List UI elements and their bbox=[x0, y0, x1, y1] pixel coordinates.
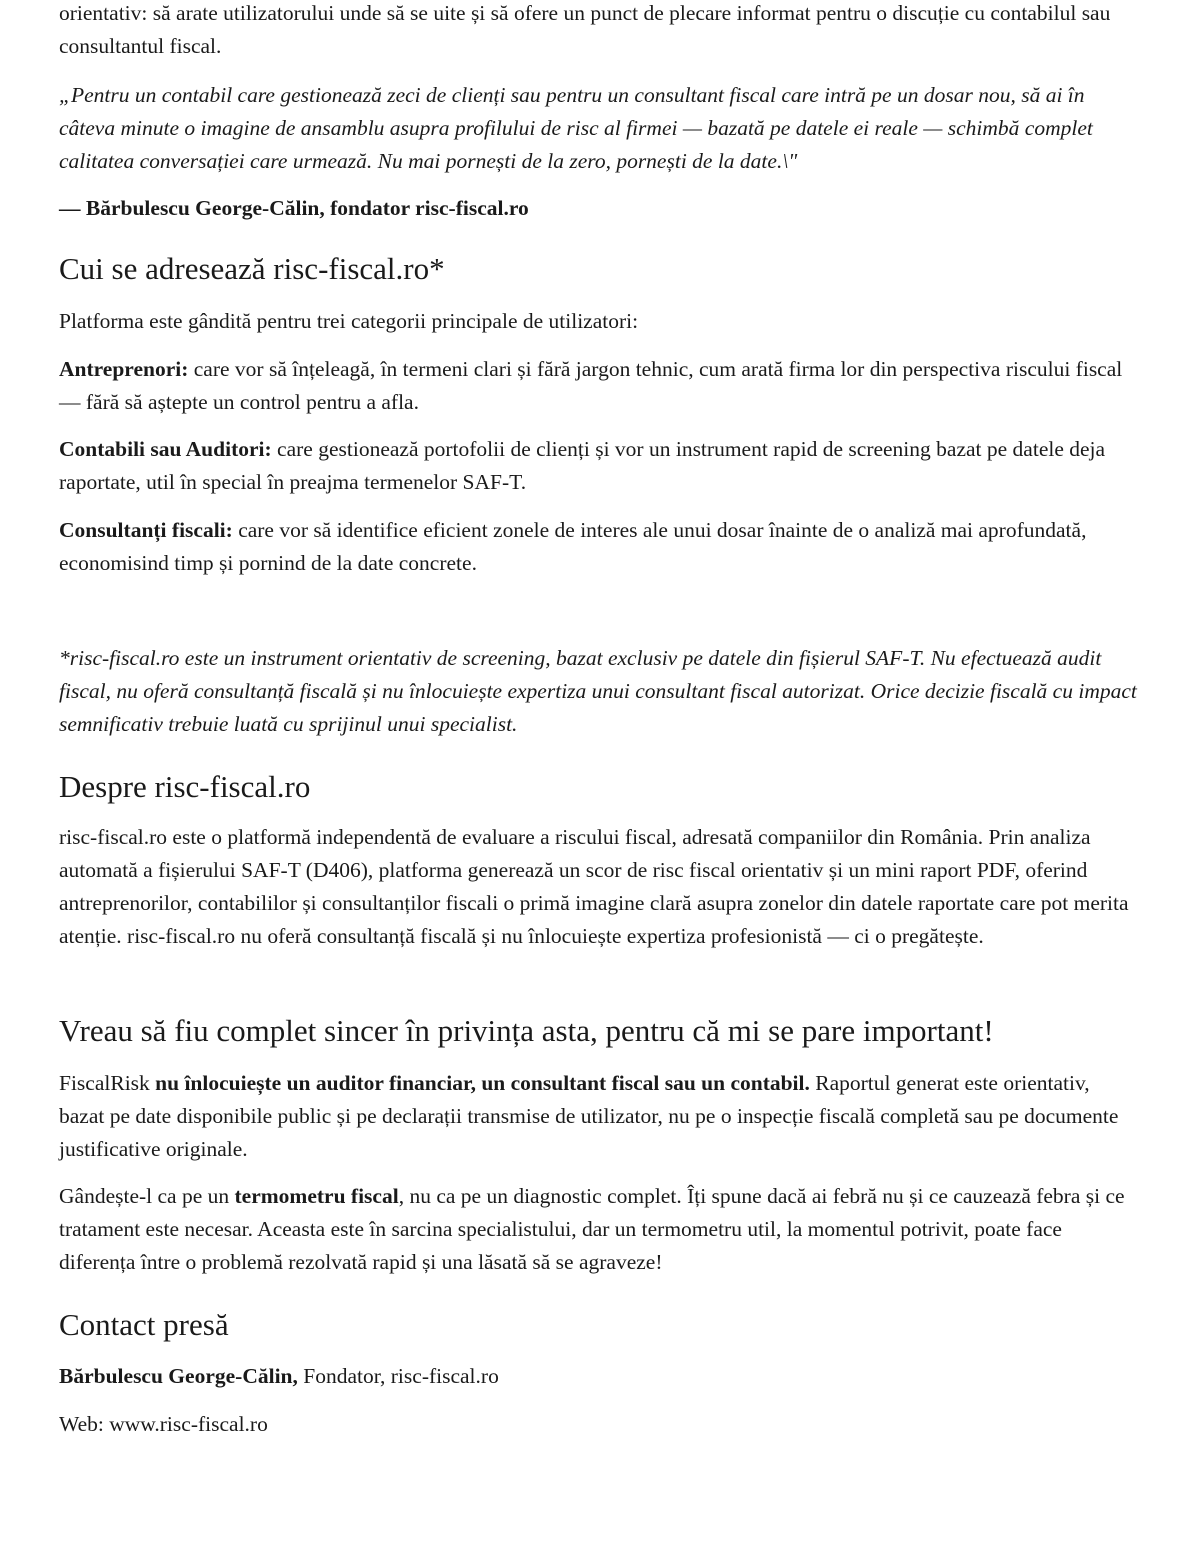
audience-item-text: care vor să identifice eficient zonele de interes ale unui dosar înainte de o analiză mai aprofundată, economisind timp și pornind de la date concrete. bbox=[59, 518, 1087, 575]
contact-web bbox=[59, 1408, 1140, 1441]
contact-heading: Contact presă bbox=[59, 1307, 229, 1342]
contact-role: Fondator, risc-fiscal.ro bbox=[297, 1364, 499, 1388]
contact-name: Bărbulescu George-Călin, bbox=[59, 1364, 298, 1388]
audience-item-label: Contabili sau Auditori: bbox=[59, 437, 272, 461]
honesty-paragraph-1 bbox=[59, 1067, 1140, 1166]
founder-quote: „Pentru un contabil care gestionează zeci de clienți sau pentru un consultant fiscal care intră pe un dosar nou, să ai în câteva minute o imagine de ansamblu asupra profilului de risc al firmei — bazată pe datele ei reale — schimbă complet calitatea conversației care urmează. Nu mai pornești de la zero, pornești de la date.\" bbox=[59, 83, 1093, 173]
audience-item-label: Antreprenori: bbox=[59, 357, 189, 381]
audience-item-tax-consultants bbox=[59, 514, 1140, 580]
contact-person bbox=[59, 1360, 1140, 1393]
web-link[interactable]: www.risc-fiscal.ro bbox=[109, 1412, 268, 1436]
honesty-paragraph-2 bbox=[59, 1180, 1140, 1279]
audience-item-label: Consultanți fiscali: bbox=[59, 518, 233, 542]
quote-attribution: — Bărbulescu George-Călin, fondator risc-fiscal.ro bbox=[59, 196, 529, 220]
audience-intro: Platforma este gândită pentru trei categorii principale de utilizatori: bbox=[59, 309, 639, 333]
about-heading: Despre risc-fiscal.ro bbox=[59, 769, 311, 804]
honesty-heading: Vreau să fiu complet sincer în privința asta, pentru că mi se pare important! bbox=[59, 1013, 994, 1048]
text-run: FiscalRisk bbox=[59, 1071, 156, 1095]
bold-text-run: termometru fiscal bbox=[234, 1184, 399, 1208]
text-run: , nu ca pe un diagnostic complet. Îți spune dacă ai febră nu și ce cauzează febra și ce tratament este necesar. Aceasta este în sarcina specialistului, dar un termometru util, la momentul potrivit, poate face diferența între o problemă rezolvată rapid și una lăsată să se agraveze! bbox=[59, 1184, 1125, 1274]
audience-item-text: care gestionează portofolii de clienți și vor un instrument rapid de screening bazat pe datele deja raportate, util în special în preajma termenelor SAF-T. bbox=[59, 437, 1106, 494]
audience-item-entrepreneurs bbox=[59, 353, 1140, 419]
audience-item-accountants bbox=[59, 433, 1140, 499]
disclaimer-note: *risc-fiscal.ro este un instrument orientativ de screening, bazat exclusiv pe datele din fișierul SAF-T. Nu efectuează audit fiscal, nu oferă consultanță fiscală și nu înlocuiește expertiza unui consultant fiscal autorizat. Orice decizie fiscală cu impact semnificativ trebuie luată cu sprijinul unui specialist. bbox=[59, 646, 1137, 736]
bold-text-run: nu înlocuiește un auditor financiar, un consultant fiscal sau un contabil. bbox=[155, 1071, 810, 1095]
intro-paragraph-tail: orientativ: să arate utilizatorului unde să se uite și să ofere un punct de plecare informat pentru o discuție cu contabilul sau consultantul fiscal. bbox=[59, 1, 1111, 58]
audience-heading: Cui se adresează risc-fiscal.ro* bbox=[59, 251, 445, 286]
text-run: Raportul generat este orientativ, bazat pe date disponibile public și pe declarații transmise de utilizator, nu pe o inspecție fiscală completă sau pe documente justificative originale. bbox=[59, 1071, 1119, 1161]
audience-item-text: care vor să înțeleagă, în termeni clari și fără jargon tehnic, cum arată firma lor din perspectiva riscului fiscal — fără să aștepte un control pentru a afla. bbox=[59, 357, 1123, 414]
text-run: Gândește-l ca pe un bbox=[59, 1184, 235, 1208]
about-paragraph: risc-fiscal.ro este o platformă independentă de evaluare a riscului fiscal, adresată companiilor din România. Prin analiza automată a fișierului SAF-T (D406), platforma generează un scor de risc fiscal orientativ și un mini raport PDF, oferind antreprenorilor, contabililor și consultanților fiscali o primă imagine clară asupra zonelor din datele raportate care pot merita atenție. risc-fiscal.ro nu oferă consultanță fiscală și nu înlocuiește expertiza profesionistă — ci o pregătește. bbox=[59, 825, 1129, 948]
web-label: Web: bbox=[59, 1412, 110, 1436]
